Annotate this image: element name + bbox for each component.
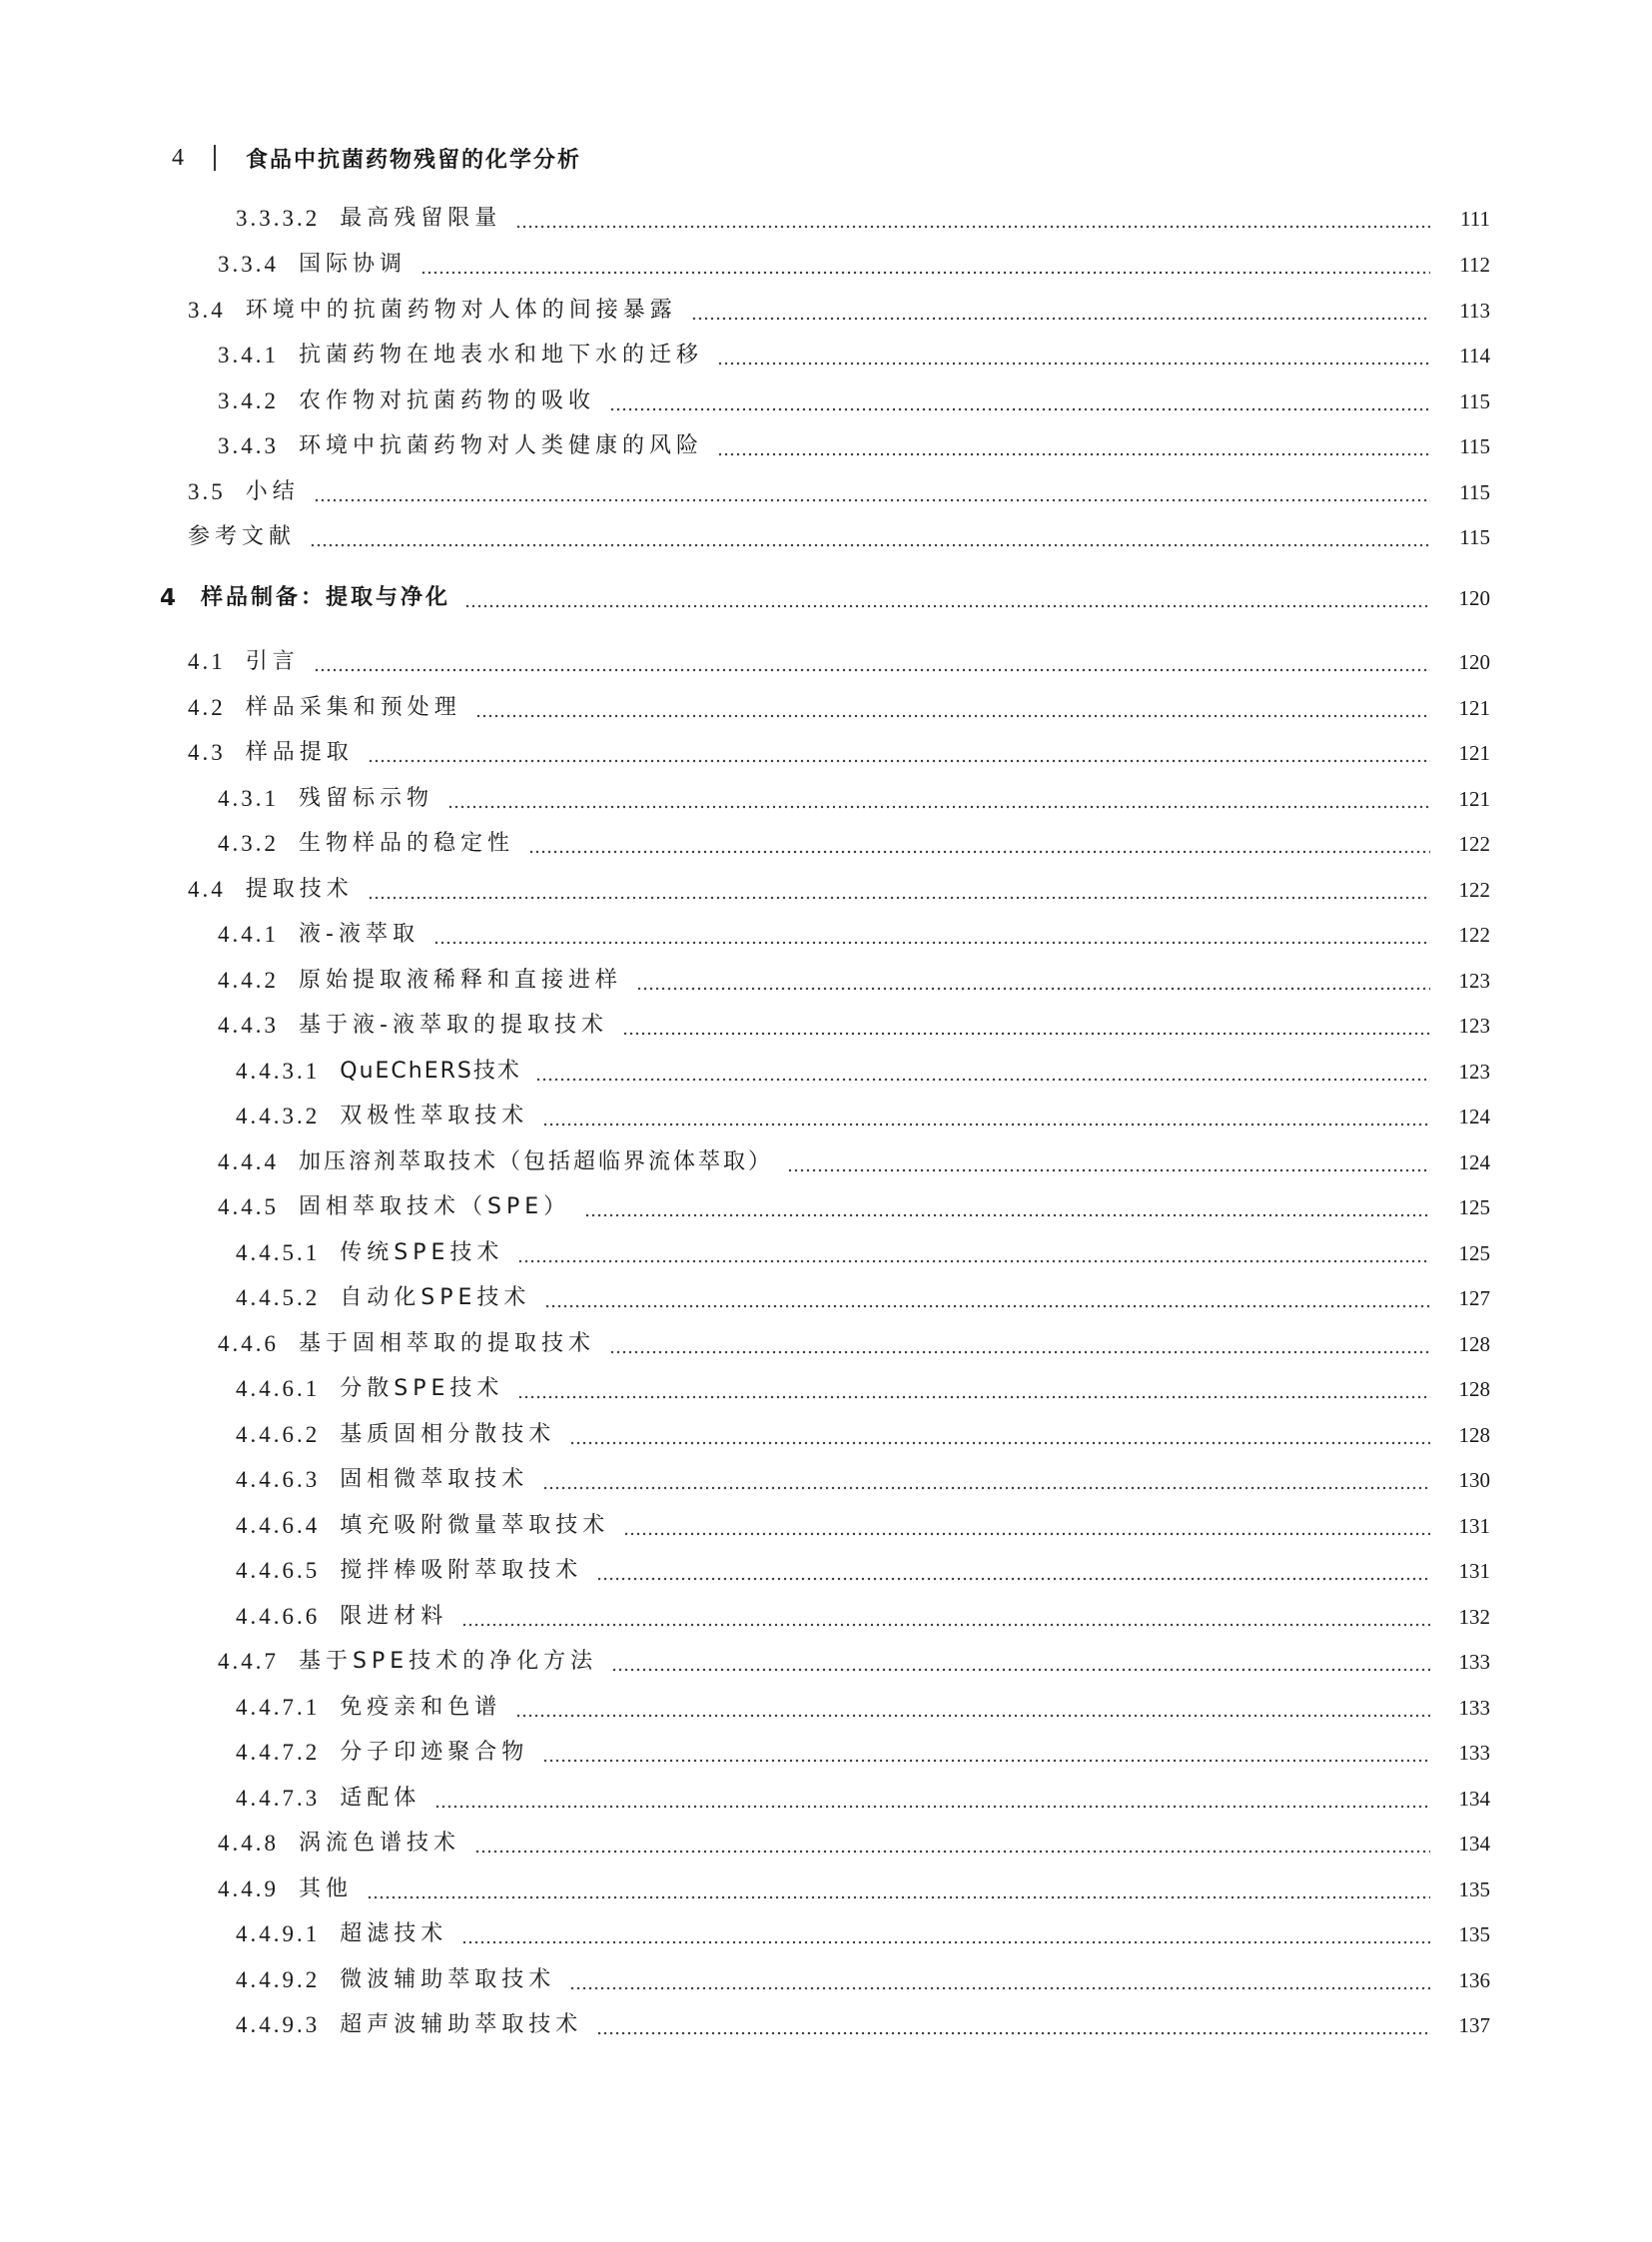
toc-entry[interactable] xyxy=(0,1145,1652,1179)
toc-entry-number: 4.4.9 xyxy=(218,1876,279,1901)
toc-entry-number: 3.5 xyxy=(188,479,226,504)
toc-entry[interactable] xyxy=(0,827,1652,861)
toc-entry-number: 4.4.9.1 xyxy=(236,1921,321,1946)
toc-entry-page: 121 xyxy=(1458,696,1490,720)
dot-leader xyxy=(517,1372,1430,1406)
toc-entry[interactable] xyxy=(0,1509,1652,1543)
toc-entry-page: 113 xyxy=(1459,299,1490,323)
toc-entry-number: 4.4.8 xyxy=(218,1831,279,1856)
toc-entry[interactable] xyxy=(0,1418,1652,1452)
toc-entry-number: 4.4.7.2 xyxy=(236,1740,321,1765)
toc-entry-number: 4.4.6.3 xyxy=(236,1467,321,1492)
dot-leader xyxy=(461,1600,1430,1634)
toc-entry[interactable] xyxy=(0,1554,1652,1588)
toc-entry-number: 4.4.2 xyxy=(218,968,279,993)
toc-entry-number: 4 xyxy=(160,585,180,611)
toc-entry-page: 136 xyxy=(1458,1968,1490,1992)
dot-leader xyxy=(447,782,1430,816)
toc-entry[interactable] xyxy=(0,1190,1652,1224)
dot-leader xyxy=(584,1190,1430,1224)
toc-entry-page: 128 xyxy=(1458,1377,1490,1401)
dot-leader xyxy=(434,1782,1430,1816)
toc-entry-number: 3.3.3.2 xyxy=(236,206,321,231)
toc-entry[interactable] xyxy=(0,964,1652,998)
toc-entry[interactable] xyxy=(0,1827,1652,1861)
running-header xyxy=(172,138,581,178)
dot-leader xyxy=(535,1055,1430,1089)
toc-entry-title: 抗菌药物在地表水和地下水的迁移 xyxy=(299,343,704,368)
toc-entry-title: 超滤技术 xyxy=(340,1921,448,1946)
toc-entry-number: 3.4.2 xyxy=(218,388,279,413)
toc-entry-title: 环境中的抗菌药物对人体的间接暴露 xyxy=(245,298,677,323)
toc-entry-number: 4.3.2 xyxy=(218,831,279,856)
toc-entry-number: 4.4.6.4 xyxy=(236,1513,321,1538)
book-title: 食品中抗菌药物残留的化学分析 xyxy=(246,147,582,173)
toc-entry-page: 124 xyxy=(1458,1150,1490,1174)
toc-entry-title: QuEChERS技术 xyxy=(340,1059,521,1084)
toc-entry-page: 128 xyxy=(1458,1332,1490,1356)
toc-entry[interactable] xyxy=(0,1872,1652,1906)
toc-entry-page: 122 xyxy=(1458,878,1490,902)
toc-entry-page: 120 xyxy=(1458,650,1490,674)
dot-leader xyxy=(310,520,1430,554)
dot-leader xyxy=(368,873,1430,907)
dot-leader xyxy=(691,294,1430,328)
toc-entry-title: 超声波辅助萃取技术 xyxy=(340,2012,583,2037)
toc-entry[interactable] xyxy=(0,248,1652,282)
toc-entry-title: 原始提取液稀释和直接进样 xyxy=(299,968,623,993)
toc-entry-page: 123 xyxy=(1458,969,1490,993)
toc-entry[interactable] xyxy=(0,1100,1652,1133)
toc-entry-page: 131 xyxy=(1458,1514,1490,1538)
toc-entry-page: 135 xyxy=(1458,1922,1490,1946)
toc-entry-title: 基质固相分散技术 xyxy=(340,1422,556,1447)
toc-entry[interactable] xyxy=(0,1736,1652,1770)
toc-entry[interactable] xyxy=(0,1372,1652,1406)
dot-leader xyxy=(569,1418,1430,1452)
header-separator xyxy=(214,145,216,171)
toc-entry-number: 4.4.9.2 xyxy=(236,1967,321,1992)
dot-leader xyxy=(542,1463,1430,1497)
toc-entry[interactable] xyxy=(0,1327,1652,1361)
page-number: 4 xyxy=(172,144,184,171)
toc-entry-page: 121 xyxy=(1458,741,1490,765)
toc-entry-number: 4.1 xyxy=(188,649,226,674)
toc-entry-page: 112 xyxy=(1459,253,1490,277)
dot-leader xyxy=(420,248,1430,282)
toc-entry-title: 适配体 xyxy=(340,1786,421,1811)
toc-entry-page: 125 xyxy=(1458,1241,1490,1265)
dot-leader xyxy=(461,1917,1430,1951)
toc-entry-title: 分子印迹聚合物 xyxy=(340,1740,529,1765)
toc-entry-title: 残留标示物 xyxy=(299,786,434,811)
dot-leader xyxy=(542,1736,1430,1770)
dot-leader xyxy=(542,1100,1430,1133)
toc-entry-number: 4.4.3 xyxy=(218,1013,279,1038)
toc-entry-number: 4.3.1 xyxy=(218,786,279,811)
toc-entry-page: 120 xyxy=(1458,586,1490,610)
toc-entry[interactable] xyxy=(0,1009,1652,1043)
toc-entry-number: 3.3.4 xyxy=(218,252,279,277)
dot-leader xyxy=(314,475,1430,509)
toc-entry[interactable] xyxy=(0,1645,1652,1679)
dot-leader xyxy=(464,581,1430,615)
toc-entry-number: 4.3 xyxy=(188,740,226,765)
toc-entry-page: 121 xyxy=(1458,787,1490,811)
toc-entry-title: 自动化SPE技术 xyxy=(340,1285,531,1310)
toc-entry-page: 134 xyxy=(1458,1787,1490,1811)
dot-leader xyxy=(609,1327,1430,1361)
toc-entry-title: 基于液-液萃取的提取技术 xyxy=(299,1013,608,1038)
toc-entry-page: 135 xyxy=(1458,1877,1490,1901)
dot-leader xyxy=(314,645,1430,679)
toc-entry-page: 115 xyxy=(1459,525,1490,549)
toc-entry-title: 双极性萃取技术 xyxy=(340,1104,529,1128)
dot-leader xyxy=(544,1281,1430,1315)
dot-leader xyxy=(596,2008,1430,2042)
toc-entry[interactable] xyxy=(0,429,1652,463)
dot-leader xyxy=(623,1509,1430,1543)
dot-leader xyxy=(609,384,1430,418)
toc-entry-title: 限进材料 xyxy=(340,1604,448,1629)
dot-leader xyxy=(717,339,1430,373)
dot-leader xyxy=(636,964,1430,998)
toc-entry-page: 132 xyxy=(1458,1605,1490,1629)
toc-entry-number: 3.4 xyxy=(188,298,226,323)
toc-entry[interactable] xyxy=(0,1917,1652,1951)
toc-entry[interactable] xyxy=(0,1463,1652,1497)
toc-entry-page: 111 xyxy=(1460,207,1490,231)
toc-entry-title: 传统SPE技术 xyxy=(340,1240,504,1265)
toc-entry-title: 样品提取 xyxy=(245,740,354,765)
dot-leader xyxy=(367,1872,1430,1906)
toc-entry[interactable] xyxy=(0,1963,1652,1997)
toc-entry-number: 4.4.4 xyxy=(218,1149,279,1174)
dot-leader xyxy=(474,1827,1430,1861)
toc-entry-number: 4.4.6.5 xyxy=(236,1558,321,1583)
toc-entry[interactable] xyxy=(0,645,1652,679)
toc-entry-title: 固相萃取技术（SPE） xyxy=(299,1194,571,1219)
toc-entry-page: 134 xyxy=(1458,1832,1490,1856)
toc-entry[interactable] xyxy=(0,339,1652,373)
toc-entry-page: 133 xyxy=(1458,1741,1490,1765)
dot-leader xyxy=(611,1645,1430,1679)
toc-entry-title: 环境中抗菌药物对人类健康的风险 xyxy=(299,433,704,458)
toc-entry-number: 4.4.6.6 xyxy=(236,1604,321,1629)
toc-entry-page: 123 xyxy=(1458,1014,1490,1038)
toc-entry-title: 样品制备：提取与净化 xyxy=(201,585,451,610)
toc-entry[interactable] xyxy=(0,873,1652,907)
dot-leader xyxy=(368,736,1430,770)
toc-entry-number: 4.4.6.2 xyxy=(236,1422,321,1447)
toc-entry[interactable] xyxy=(0,1782,1652,1816)
dot-leader xyxy=(787,1145,1430,1179)
toc-entry-title: 样品采集和预处理 xyxy=(245,695,461,720)
toc-entry-page: 122 xyxy=(1458,923,1490,947)
toc-entry-page: 127 xyxy=(1458,1286,1490,1310)
toc-entry-title: 参考文献 xyxy=(188,524,297,549)
toc-entry-number: 4.4.6.1 xyxy=(236,1376,321,1401)
toc-entry[interactable] xyxy=(0,1236,1652,1270)
toc-entry-page: 133 xyxy=(1458,1696,1490,1720)
toc-entry-number: 4.4.6 xyxy=(218,1331,279,1356)
toc-chapter-entry[interactable] xyxy=(0,581,1652,615)
dot-leader xyxy=(433,918,1430,952)
toc-entry-title: 生物样品的稳定性 xyxy=(299,831,515,856)
toc-entry-title: 基于固相萃取的提取技术 xyxy=(299,1331,596,1356)
toc-entry-title: 其他 xyxy=(299,1876,354,1901)
toc-entry-title: 固相微萃取技术 xyxy=(340,1467,529,1492)
dot-leader xyxy=(515,1691,1430,1725)
toc-entry-page: 128 xyxy=(1458,1423,1490,1447)
toc-entry-number: 4.4.5.2 xyxy=(236,1285,321,1310)
toc-entry-page: 115 xyxy=(1459,480,1490,504)
toc-entry-title: 农作物对抗菌药物的吸收 xyxy=(299,388,596,413)
dot-leader xyxy=(569,1963,1430,1997)
toc-entry[interactable] xyxy=(0,1281,1652,1315)
toc-entry-number: 4.4 xyxy=(188,877,226,902)
toc-entry[interactable] xyxy=(0,1055,1652,1089)
toc-entry-number: 4.4.7.1 xyxy=(236,1695,321,1720)
dot-leader xyxy=(475,691,1430,725)
toc-entry-title: 提取技术 xyxy=(245,877,354,902)
toc-entry-title: 最高残留限量 xyxy=(340,206,502,231)
toc-entry-number: 3.4.1 xyxy=(218,343,279,368)
toc-entry-page: 114 xyxy=(1459,344,1490,368)
toc-entry-number: 4.4.5 xyxy=(218,1194,279,1219)
toc-entry[interactable] xyxy=(0,475,1652,509)
toc-entry-page: 137 xyxy=(1458,2013,1490,2037)
toc-entry-page: 130 xyxy=(1458,1468,1490,1492)
toc-entry-number: 4.2 xyxy=(188,695,226,720)
dot-leader xyxy=(717,429,1430,463)
toc-entry-number: 4.4.5.1 xyxy=(236,1240,321,1265)
toc-entry-title: 分散SPE技术 xyxy=(340,1376,504,1401)
dot-leader xyxy=(528,827,1430,861)
toc-entry-number: 4.4.7 xyxy=(218,1649,279,1674)
toc-entry-number: 4.4.7.3 xyxy=(236,1786,321,1811)
toc-entry[interactable] xyxy=(0,736,1652,770)
toc-entry-title: 免疫亲和色谱 xyxy=(340,1695,502,1720)
toc-entry-page: 123 xyxy=(1458,1060,1490,1084)
toc-entry-page: 115 xyxy=(1459,434,1490,458)
toc-entry[interactable] xyxy=(0,520,1652,554)
toc-entry[interactable] xyxy=(0,384,1652,418)
toc-entry[interactable] xyxy=(0,294,1652,328)
toc-entry[interactable] xyxy=(0,918,1652,952)
toc-entry-page: 115 xyxy=(1459,389,1490,413)
toc-entry-title: 基于SPE技术的净化方法 xyxy=(299,1649,598,1674)
toc-entry-title: 搅拌棒吸附萃取技术 xyxy=(340,1558,583,1583)
toc-entry-number: 3.4.3 xyxy=(218,433,279,458)
dot-leader xyxy=(515,202,1430,236)
toc-entry-title: 填充吸附微量萃取技术 xyxy=(340,1513,610,1538)
toc-entry[interactable] xyxy=(0,691,1652,725)
toc-entry-title: 国际协调 xyxy=(299,252,408,277)
toc-entry-page: 133 xyxy=(1458,1650,1490,1674)
toc-entry-title: 液-液萃取 xyxy=(299,922,419,947)
toc-entry-title: 小结 xyxy=(245,479,300,504)
toc-entry-number: 4.4.3.2 xyxy=(236,1104,321,1128)
toc-entry-number: 4.4.9.3 xyxy=(236,2012,321,2037)
dot-leader xyxy=(596,1554,1430,1588)
toc-entry-page: 131 xyxy=(1458,1559,1490,1583)
dot-leader xyxy=(517,1236,1430,1270)
toc-entry[interactable] xyxy=(0,202,1652,236)
dot-leader xyxy=(622,1009,1430,1043)
toc-entry-page: 122 xyxy=(1458,832,1490,856)
toc-entry[interactable] xyxy=(0,1600,1652,1634)
toc-entry[interactable] xyxy=(0,1691,1652,1725)
toc-entry[interactable] xyxy=(0,782,1652,816)
toc-entry[interactable] xyxy=(0,2008,1652,2042)
toc-entry-title: 引言 xyxy=(245,649,300,674)
toc-entry-title: 涡流色谱技术 xyxy=(299,1831,461,1856)
toc-entry-number: 4.4.3.1 xyxy=(236,1059,321,1084)
toc-entry-title: 微波辅助萃取技术 xyxy=(340,1967,556,1992)
toc-entry-number: 4.4.1 xyxy=(218,922,279,947)
toc-entry-page: 124 xyxy=(1458,1105,1490,1128)
toc-entry-page: 125 xyxy=(1458,1195,1490,1219)
toc-entry-title: 加压溶剂萃取技术（包括超临界流体萃取） xyxy=(299,1149,774,1174)
